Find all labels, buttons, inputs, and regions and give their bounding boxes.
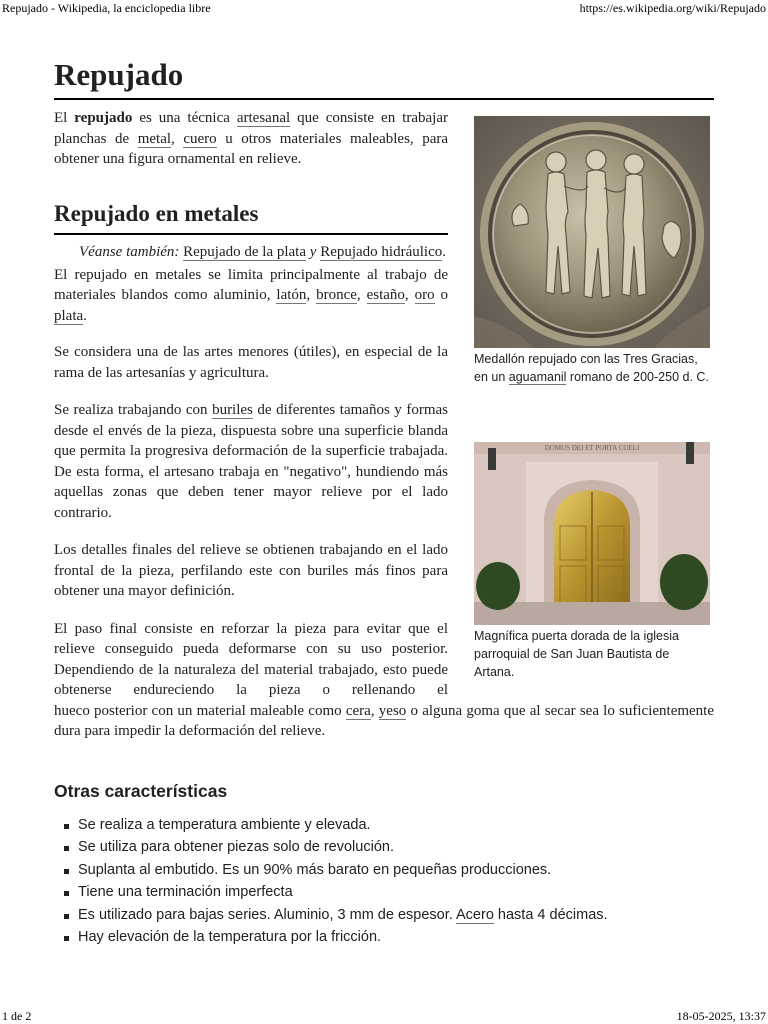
figure-door	[474, 442, 710, 681]
paragraph-artes-menores: Se considera una de las artes menores (útiles), en especial de la rama de las artesanías y agricultura.	[54, 344, 448, 381]
print-header	[0, 1, 768, 16]
link-artesanal[interactable]: artesanal	[236, 110, 291, 126]
link-aguamanil[interactable]: aguamanil	[508, 370, 567, 384]
door-inscription: DOMUS DEI ET PORTA COELI	[544, 444, 640, 452]
list-item: Es utilizado para bajas series. Aluminio, 3 mm de espesor. Acero hasta 4 décimas.	[54, 904, 714, 927]
list-item: Hay elevación de la temperatura por la fricción.	[54, 926, 714, 949]
paragraph-paso-final-a: El paso final consiste en reforzar la pieza para evitar que el relieve conseguido pueda deformarse con su uso posterior. Dependiendo de la naturaleza del material trabajado, esto puede obtenerse endureciendo la pieza o rellenando el	[54, 620, 448, 698]
link-bronce[interactable]: bronce	[316, 287, 357, 303]
door-image[interactable]	[474, 442, 710, 625]
paragraph-paso-final-b: hueco posterior con un material maleable como cera, yeso o alguna goma que al secar sea lo suficientemente dura para impedir la deformación del relieve.	[54, 702, 715, 739]
paragraph-buriles: Se realiza trabajando con buriles de diferentes tamaños y formas desde el envés de la pieza, dispuesta sobre una superficie blanda que permita la progresiva deformación de la superficie trabajada. De esta forma, el artesano trabaja en "negativo", hundiendo más aquellas zonas que deben tener mayor relieve por el lado contrario.	[54, 402, 448, 521]
link-laton[interactable]: latón	[276, 287, 307, 303]
link-buriles[interactable]: buriles	[212, 402, 253, 418]
medallion-caption: Medallón repujado con las Tres Gracias, en un aguamanil romano de 200-250 d. C.	[474, 352, 709, 384]
link-plata[interactable]: plata	[54, 307, 84, 324]
print-url: https://es.wikipedia.org/wiki/Repujado	[579, 1, 766, 15]
characteristics-list	[54, 814, 714, 949]
hatnote: Véanse también: Repujado de la plata y Repujado hidráulico.	[79, 243, 446, 260]
link-cera[interactable]: cera	[345, 702, 371, 719]
intro-paragraph: El repujado es una técnica artesanal que consiste en trabajar planchas de metal, cuero u otros materiales maleables, para obtener una figura ornamental en relieve.	[54, 110, 449, 167]
paragraph-detalles: Los detalles finales del relieve se obtienen trabajando en el lado frontal de la pieza, perfilando este con buriles más finos para obtener una mayor definición.	[54, 542, 448, 599]
link-metal[interactable]: metal	[137, 130, 172, 147]
link-cuero[interactable]: cuero	[183, 130, 217, 147]
list-item: Se utiliza para obtener piezas solo de revolución.	[54, 836, 714, 859]
door-caption: Magnífica puerta dorada de la iglesia parroquial de San Juan Bautista de Artana.	[474, 629, 679, 679]
page-title: Repujado	[54, 50, 714, 100]
print-datetime: 18-05-2025, 13:37	[676, 1009, 766, 1023]
link-acero[interactable]: Acero	[456, 906, 494, 923]
medallion-image[interactable]	[474, 116, 710, 348]
print-footer	[0, 1009, 768, 1024]
page-number: 1 de 2	[2, 1009, 32, 1023]
link-yeso[interactable]: yeso	[378, 702, 407, 719]
list-item: Tiene una terminación imperfecta	[54, 881, 714, 904]
section-heading-otras: Otras características	[54, 780, 228, 801]
section-heading-metales: Repujado en metales	[54, 197, 448, 235]
paragraph-materiales: El repujado en metales se limita principalmente al trabajo de materiales blandos como aluminio, latón, bronce, estaño, oro o plata.	[54, 266, 449, 324]
figure-medallion	[474, 116, 710, 386]
link-repujado-plata[interactable]: Repujado de la plata	[183, 243, 307, 260]
link-estano[interactable]: estaño	[366, 287, 405, 303]
list-item: Suplanta al embutido. Es un 90% más barato en pequeñas producciones.	[54, 859, 714, 882]
bold-term: repujado	[74, 110, 133, 126]
link-repujado-hidraulico[interactable]: Repujado hidráulico	[320, 243, 443, 260]
print-title: Repujado - Wikipedia, la enciclopedia libre	[2, 1, 211, 15]
link-oro[interactable]: oro	[414, 287, 435, 303]
list-item: Se realiza a temperatura ambiente y elevada.	[54, 814, 714, 837]
